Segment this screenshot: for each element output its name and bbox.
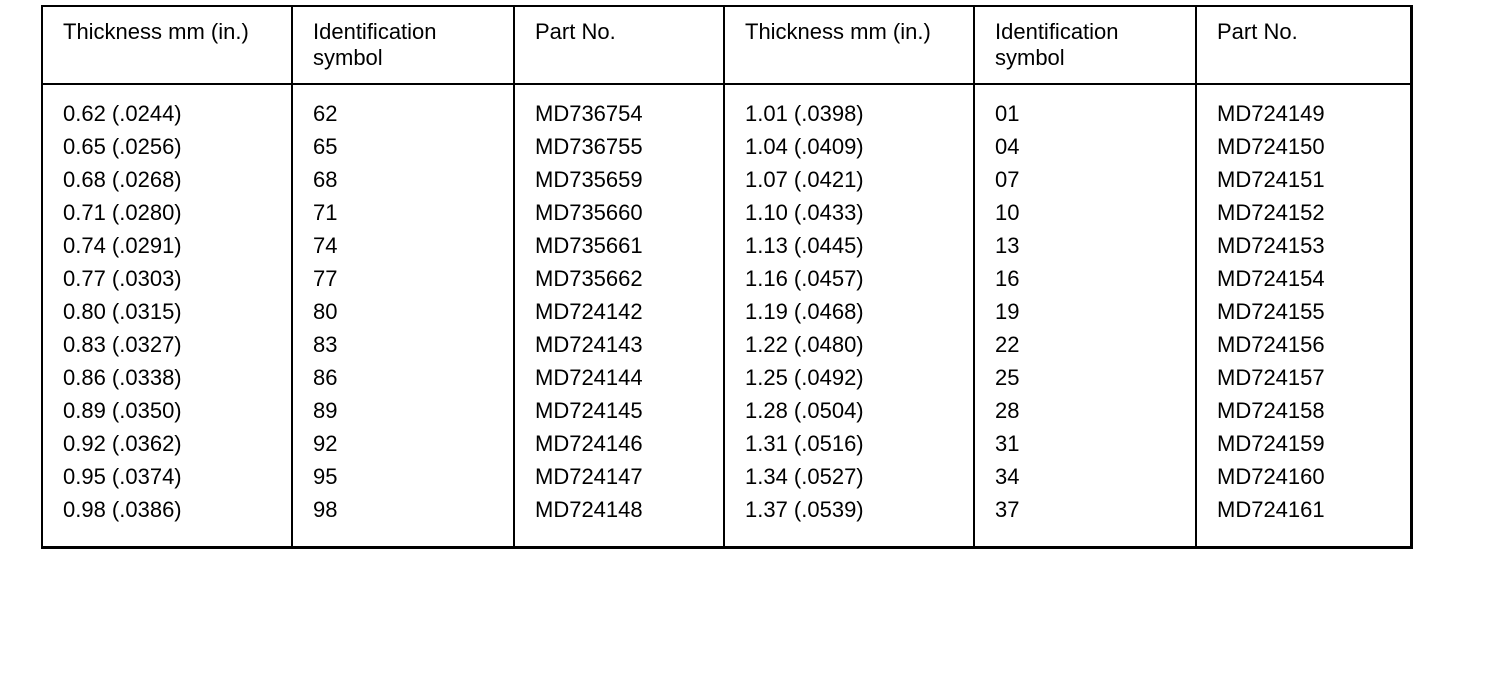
cell-identification-symbol-1: 92 [292,427,514,460]
table-row [42,460,1411,493]
header-part-no-1: Part No. [514,6,724,84]
cell-part-no-1: MD724144 [514,361,724,394]
cell-identification-symbol-1: 71 [292,196,514,229]
table-row [42,196,1411,229]
cell-identification-symbol-2: 04 [974,130,1196,163]
cell-thickness-2: 1.37 (.0539) [724,493,974,548]
cell-thickness-1: 0.74 (.0291) [42,229,292,262]
cell-part-no-2: MD724156 [1217,332,1325,357]
parts-table [41,5,1413,549]
header-thickness-1: Thickness mm (in.) [42,6,292,84]
cell-identification-symbol-2: 01 [974,84,1196,130]
table-header [42,6,1411,84]
cell-part-no-1: MD735662 [514,262,724,295]
cell-thickness-1: 0.80 (.0315) [42,295,292,328]
cell-thickness-2: 1.07 (.0421) [724,163,974,196]
cell-thickness-2: 1.28 (.0504) [724,394,974,427]
cell-thickness-2: 1.10 (.0433) [724,196,974,229]
cell-identification-symbol-1: 77 [292,262,514,295]
header-part-no-2: Part No. [1196,6,1411,84]
cell-part-no-1: MD724146 [514,427,724,460]
cell-part-no-1: MD736754 [514,84,724,130]
cell-identification-symbol-1: 83 [292,328,514,361]
cell-identification-symbol-2: 07 [974,163,1196,196]
cell-thickness-2: 1.04 (.0409) [724,130,974,163]
cell-thickness-1: 0.77 (.0303) [42,262,292,295]
cell-thickness-1: 0.65 (.0256) [42,130,292,163]
cell-thickness-1: 0.95 (.0374) [42,460,292,493]
header-identification-symbol-2: Identification symbol [974,6,1196,84]
cell-part-no-1: MD724145 [514,394,724,427]
table-row [42,427,1411,460]
cell-thickness-2: 1.16 (.0457) [724,262,974,295]
cell-part-no-2: MD724153 [1217,233,1325,258]
cell-part-no-1: MD735661 [514,229,724,262]
table-row [42,84,1411,130]
cell-thickness-2: 1.34 (.0527) [724,460,974,493]
table-row [42,361,1411,394]
cell-part-no-1: MD736755 [514,130,724,163]
cell-part-no-1: MD724142 [514,295,724,328]
cell-part-no-2: MD724161 [1217,497,1325,522]
table-body [42,84,1411,548]
cell-thickness-1: 0.71 (.0280) [42,196,292,229]
cell-part-no-2: MD724151 [1217,167,1325,192]
cell-thickness-2: 1.22 (.0480) [724,328,974,361]
cell-identification-symbol-2: 31 [974,427,1196,460]
cell-thickness-2: 1.01 (.0398) [724,84,974,130]
cell-thickness-2: 1.31 (.0516) [724,427,974,460]
cell-part-no-1: MD724148 [514,493,724,548]
cell-thickness-2: 1.13 (.0445) [724,229,974,262]
cell-identification-symbol-2: 10 [974,196,1196,229]
table-row [42,493,1411,548]
cell-part-no-2: MD724159 [1217,431,1325,456]
cell-thickness-1: 0.89 (.0350) [42,394,292,427]
header-thickness-2: Thickness mm (in.) [724,6,974,84]
table-row [42,163,1411,196]
table-row [42,394,1411,427]
table-row [42,262,1411,295]
cell-thickness-1: 0.92 (.0362) [42,427,292,460]
cell-identification-symbol-1: 62 [292,84,514,130]
cell-part-no-2: MD724155 [1217,299,1325,324]
cell-part-no-2: MD724154 [1217,266,1325,291]
cell-part-no-2: MD724158 [1217,398,1325,423]
table-row [42,130,1411,163]
cell-identification-symbol-1: 74 [292,229,514,262]
cell-identification-symbol-1: 89 [292,394,514,427]
cell-identification-symbol-1: 80 [292,295,514,328]
cell-thickness-2: 1.25 (.0492) [724,361,974,394]
cell-part-no-2: MD724160 [1217,464,1325,489]
cell-thickness-1: 0.68 (.0268) [42,163,292,196]
cell-part-no-1: MD735660 [514,196,724,229]
cell-part-no-2: MD724157 [1217,365,1325,390]
cell-identification-symbol-2: 28 [974,394,1196,427]
cell-part-no-1: MD724147 [514,460,724,493]
cell-thickness-1: 0.86 (.0338) [42,361,292,394]
cell-identification-symbol-1: 86 [292,361,514,394]
cell-identification-symbol-1: 68 [292,163,514,196]
cell-thickness-1: 0.83 (.0327) [42,328,292,361]
header-row [42,6,1411,84]
cell-identification-symbol-1: 95 [292,460,514,493]
cell-identification-symbol-2: 37 [974,493,1196,548]
cell-thickness-2: 1.19 (.0468) [724,295,974,328]
cell-part-no-2: MD724149 [1217,101,1325,126]
cell-identification-symbol-1: 65 [292,130,514,163]
cell-identification-symbol-2: 22 [974,328,1196,361]
cell-part-no-2: MD724152 [1217,200,1325,225]
cell-thickness-1: 0.98 (.0386) [42,493,292,548]
table-row [42,328,1411,361]
cell-identification-symbol-2: 34 [974,460,1196,493]
table-row [42,295,1411,328]
cell-part-no-2: MD724150 [1217,134,1325,159]
header-identification-symbol-1: Identification symbol [292,6,514,84]
cell-part-no-1: MD724143 [514,328,724,361]
table-row [42,229,1411,262]
cell-identification-symbol-2: 16 [974,262,1196,295]
cell-identification-symbol-2: 19 [974,295,1196,328]
cell-identification-symbol-2: 25 [974,361,1196,394]
cell-thickness-1: 0.62 (.0244) [42,84,292,130]
cell-identification-symbol-1: 98 [292,493,514,548]
cell-identification-symbol-2: 13 [974,229,1196,262]
cell-part-no-1: MD735659 [514,163,724,196]
